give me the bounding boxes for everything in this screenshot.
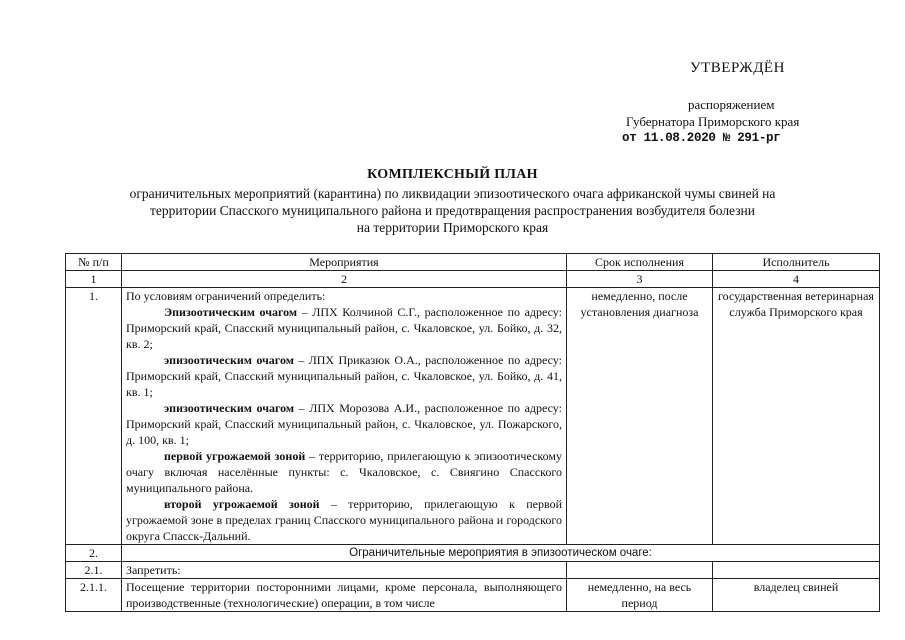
item-text: – территорию, прилегающую к первой угрожаемой зоне в пределах границ Спасского муниципального района и городского округа Спасск-Дальний.: [126, 497, 563, 543]
col-header-executor: Исполнитель: [713, 254, 880, 271]
row-measures: Посещение территории посторонними лицами, кроме персонала, выполняющего производственные (технологические) операции, в том числе: [122, 579, 567, 612]
col-number: 1: [66, 271, 122, 288]
table-row: [66, 579, 880, 612]
list-item: [126, 304, 562, 352]
item-term: Эпизоотическим очагом: [164, 305, 298, 319]
item-text: – ЛПХ Морозова А.И., расположенное по адресу: Приморский край, Спасский муниципальный район, с. Чкаловское, ул. Пожарского, д. 100, кв. 1;: [126, 401, 562, 447]
section-heading: Ограничительные мероприятия в эпизоотическом очаге:: [122, 545, 880, 562]
list-item: [126, 352, 562, 400]
column-number-row: [66, 271, 880, 288]
item-text: – ЛПХ Приказюк О.А., расположенное по адресу: Приморский край, Спасский муниципальный район, с. Чкаловское, ул. Бойко, д. 41, кв. 1;: [126, 353, 562, 399]
col-header-measures: Мероприятия: [122, 254, 567, 271]
row-measures: [122, 288, 567, 545]
item-term: первой угрожаемой зоной: [164, 449, 306, 463]
row-number: 1.: [66, 288, 122, 545]
decree-line-2: Губернатора Приморского края: [626, 114, 800, 129]
row-intro: По условиям ограничений определить:: [126, 289, 326, 303]
empty-cell: [713, 562, 880, 579]
table-row: [66, 288, 880, 545]
col-header-deadline: Срок исполнения: [567, 254, 713, 271]
approved-stamp: УТВЕРЖДЁН: [690, 60, 785, 76]
subtitle-line: ограничительных мероприятий (карантина) по ликвидации эпизоотического очага африканской чумы свиней на: [129, 186, 776, 201]
table-row: [66, 545, 880, 562]
row-number: 2.: [66, 545, 122, 562]
item-text: – территорию, прилегающую к эпизоотическому очагу включая населённые пункты: с. Чкаловское, с. Свиягино Спасского муниципального района.: [126, 449, 562, 495]
row-executor: владелец свиней: [713, 579, 880, 612]
table-header-row: [66, 254, 880, 271]
row-deadline: немедленно, на весь период: [567, 579, 713, 612]
item-term: второй угрожаемой зоной: [164, 497, 320, 511]
col-number: 4: [713, 271, 880, 288]
plan-table: [65, 253, 880, 612]
list-item: [126, 496, 562, 544]
empty-cell: [567, 562, 713, 579]
list-item: [126, 400, 562, 448]
subsection-heading: Запретить:: [122, 562, 567, 579]
document-subtitle: [90, 185, 815, 236]
document-title: КОМПЛЕКСНЫЙ ПЛАН: [367, 167, 538, 182]
item-text: – ЛПХ Колчиной С.Г., расположенное по адресу: Приморский край, Спасский муниципальный район, с. Чкаловское, ул. Бойко, д. 32, кв. 2;: [126, 305, 562, 351]
decree-line-3: от 11.08.2020 № 291-рг: [622, 131, 781, 145]
row-number: 2.1.1.: [66, 579, 122, 612]
list-item: [126, 448, 562, 496]
col-number: 3: [567, 271, 713, 288]
table-row: [66, 562, 880, 579]
item-term: эпизоотическим очагом: [164, 353, 294, 367]
subtitle-line: на территории Приморского края: [356, 220, 549, 235]
col-number: 2: [122, 271, 567, 288]
row-number: 2.1.: [66, 562, 122, 579]
col-header-number: № п/п: [66, 254, 122, 271]
row-deadline: немедленно, после установления диагноза: [567, 288, 713, 545]
decree-line-1: распоряжением: [688, 97, 775, 112]
subtitle-line: территории Спасского муниципального района и предотвращения распространения возбудителя болезни: [150, 203, 755, 218]
row-executor: государственная ветеринарная служба Приморского края: [713, 288, 880, 545]
item-term: эпизоотическим очагом: [164, 401, 295, 415]
